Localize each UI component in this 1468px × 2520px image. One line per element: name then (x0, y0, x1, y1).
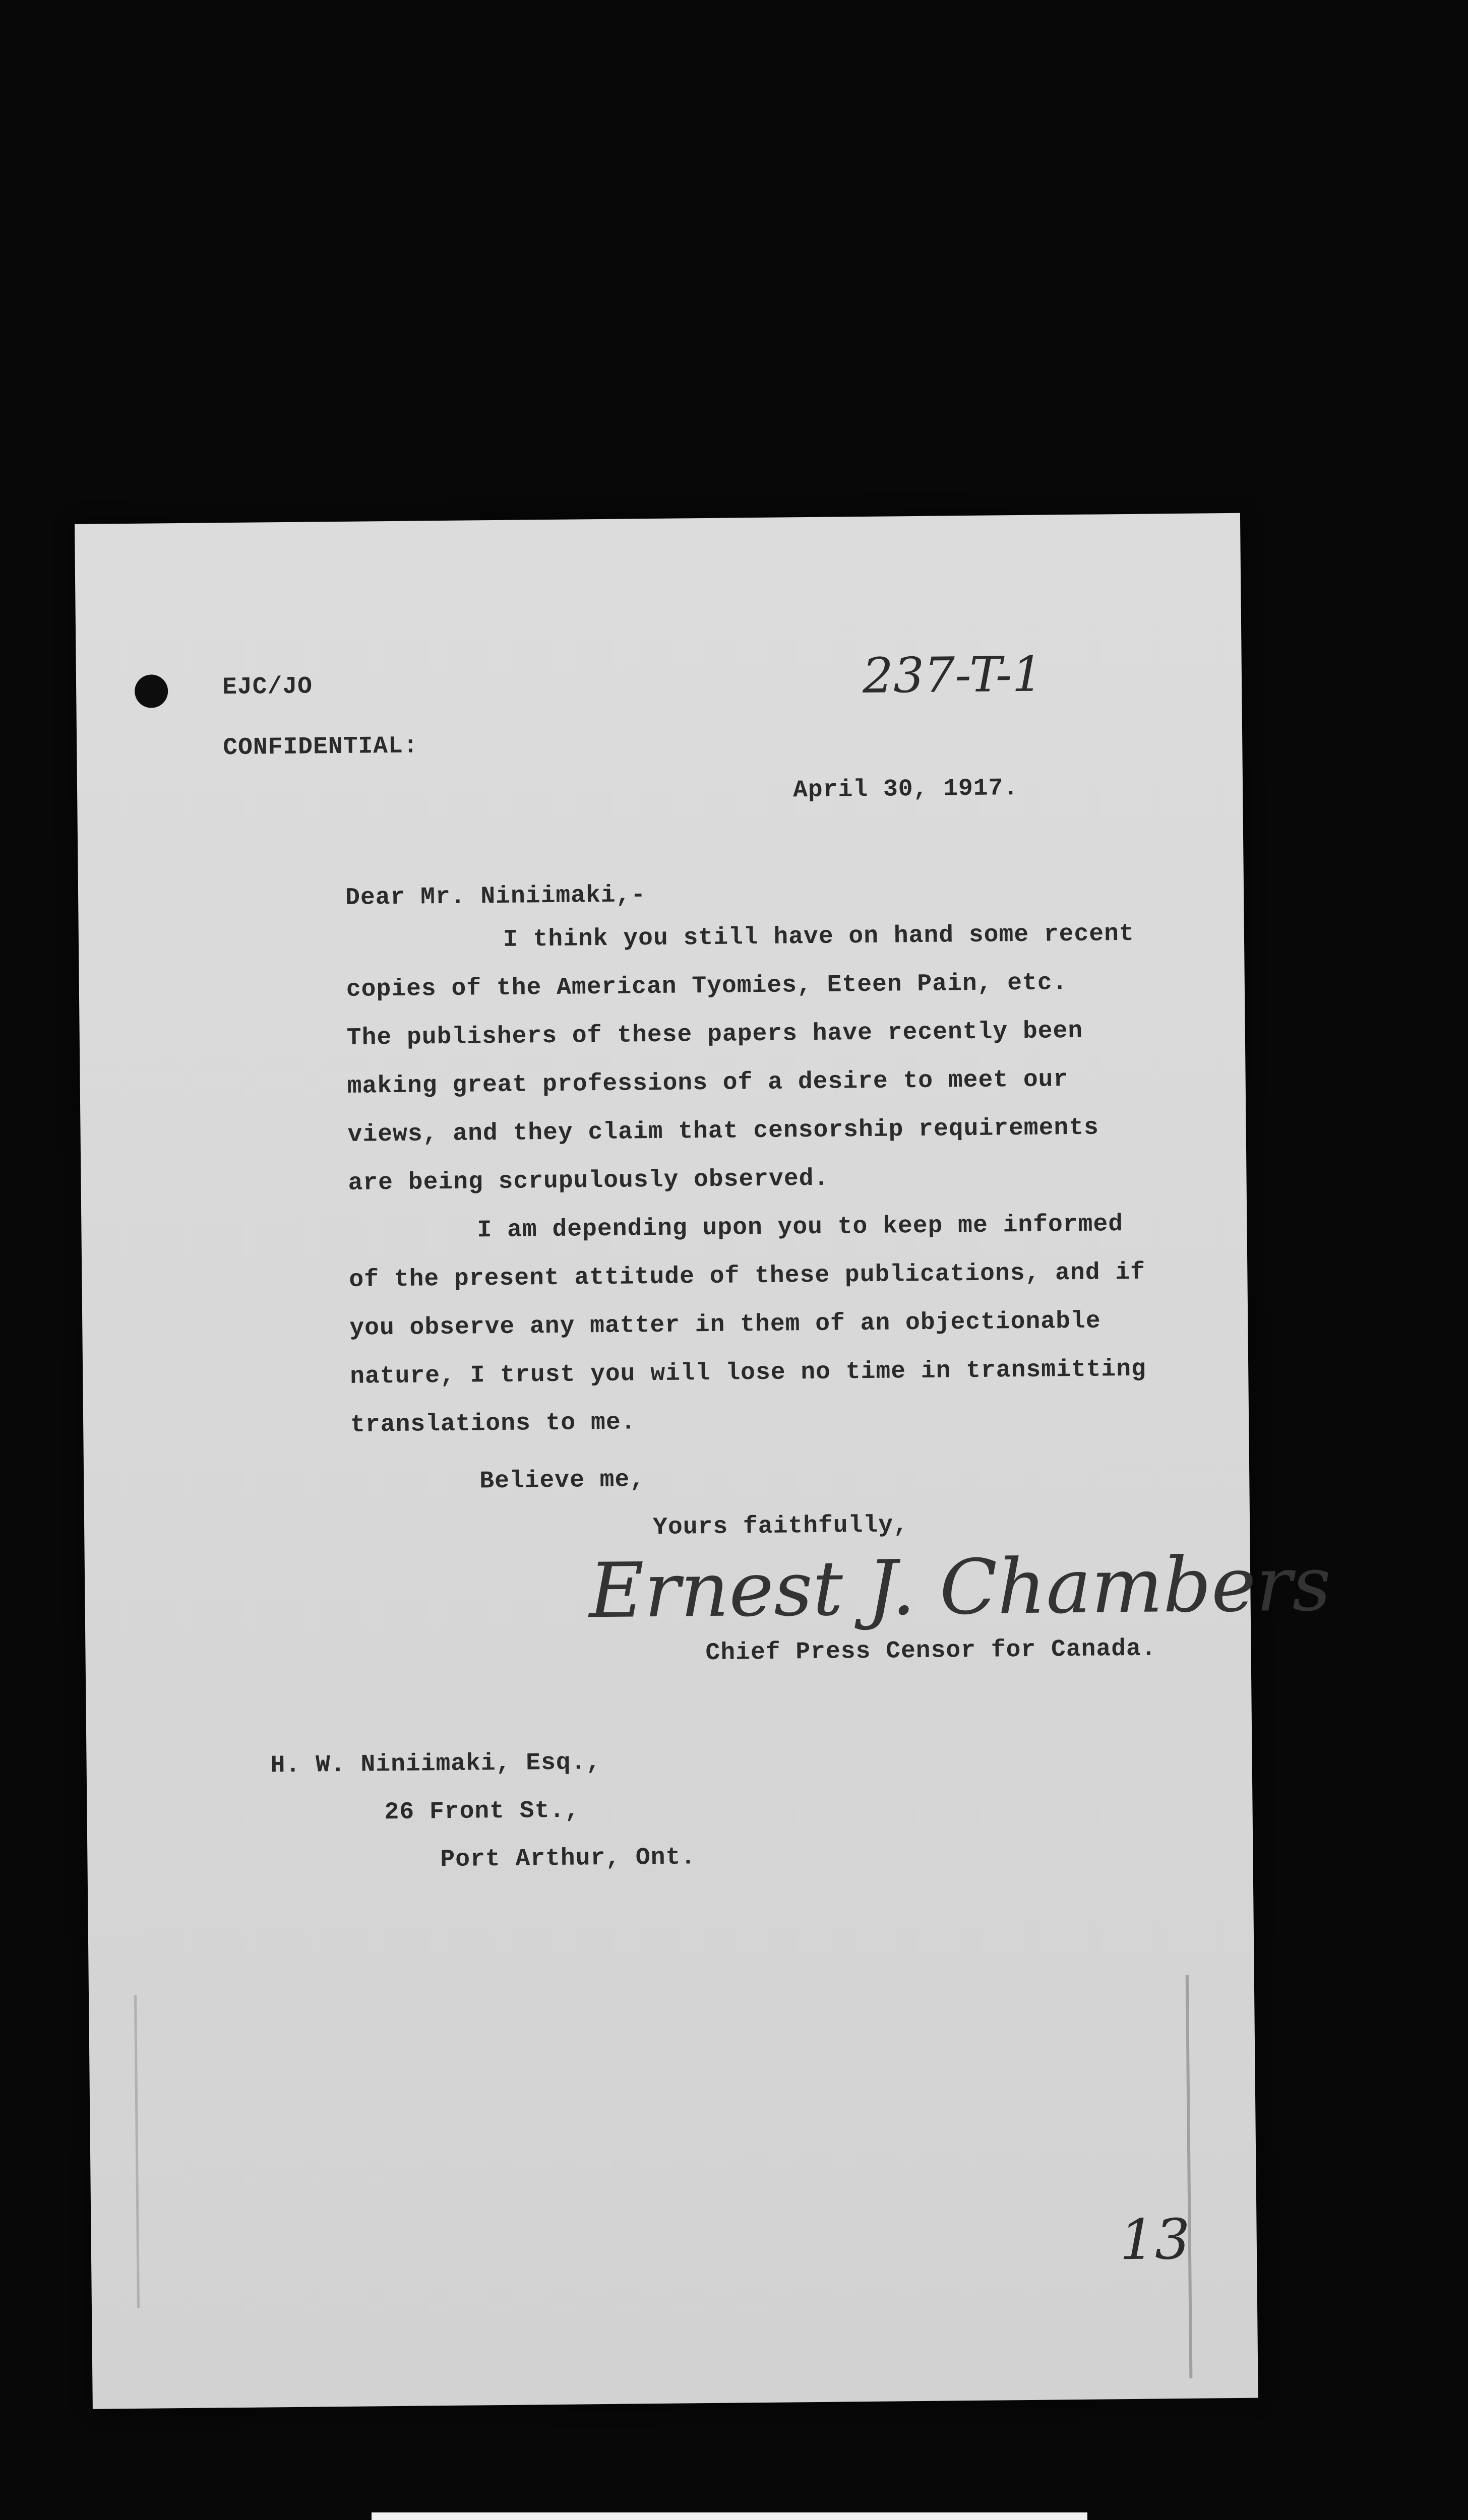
paper-edge-shadow (1186, 1975, 1193, 2378)
signature: Ernest J. Chambers (588, 1540, 1332, 1635)
handwritten-file-number: 237-T-1 (862, 646, 1043, 705)
signer-title: Chief Press Censor for Canada. (705, 1635, 1156, 1667)
paragraph-line: making great professions of a desire to meet our (347, 1066, 1069, 1100)
paragraph-line: copies of the American Tyomies, Eteen Pain, etc. (346, 969, 1068, 1003)
handwritten-page-number: 13 (1119, 2207, 1191, 2273)
paragraph-line: I think you still have on hand some recent (503, 920, 1134, 954)
salutation: Dear Mr. Niniimaki,- (345, 881, 646, 912)
addressee-street: 26 Front St., (384, 1797, 580, 1826)
paragraph-2 (348, 1200, 1147, 1450)
paragraph-line: I am depending upon you to keep me informed (477, 1211, 1124, 1244)
letter-page (75, 513, 1332, 2409)
addressee-city: Port Arthur, Ont. (440, 1844, 696, 1874)
paragraph-line: you observe any matter in them of an objectionable (349, 1307, 1101, 1342)
paragraph-line: of the present attitude of these publications, and if (349, 1258, 1146, 1294)
paragraph-line: views, and they claim that censorship requirements (347, 1114, 1099, 1149)
closing-believe-me: Believe me, (479, 1466, 645, 1495)
paragraph-line: The publishers of these papers have recently been (346, 1017, 1083, 1052)
closing-yours-faithfully: Yours faithfully, (652, 1511, 909, 1542)
paragraph-line: nature, I trust you will lose no time in transmitting (350, 1355, 1147, 1391)
punch-hole (135, 674, 168, 708)
paragraph-line: translations to me. (350, 1409, 636, 1439)
addressee-name: H. W. Niniimaki, Esq., (270, 1749, 601, 1780)
reference-initials: EJC/JO (222, 673, 313, 702)
paragraph-1 (346, 910, 1137, 1208)
archive-reference-label (372, 2512, 1087, 2520)
paper-crease (134, 1995, 140, 2308)
paragraph-line: are being scrupulously observed. (348, 1165, 829, 1197)
letter-date: April 30, 1917. (792, 775, 1019, 804)
confidential-heading: CONFIDENTIAL: (223, 732, 418, 762)
